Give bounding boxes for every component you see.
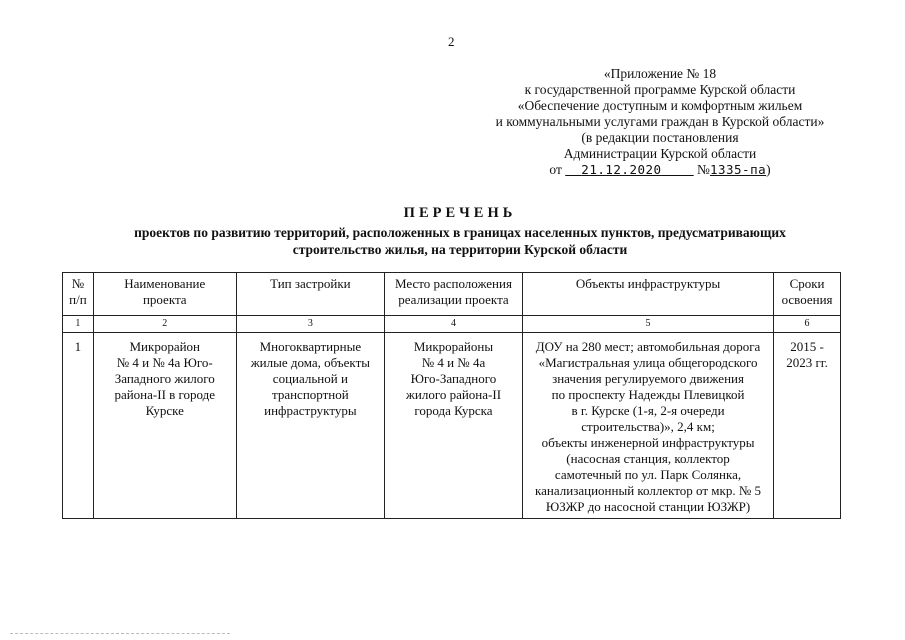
document-subtitle (60, 224, 860, 258)
header-infrastructure: Объекты инфраструктуры (522, 273, 773, 316)
column-number: 6 (774, 316, 841, 333)
decree-number: 1335-па (709, 162, 767, 177)
header-building-type: Тип застройки (236, 273, 384, 316)
column-number-row (63, 316, 841, 333)
number-prefix: № (697, 162, 710, 177)
header-project-name: Наименование проекта (93, 273, 236, 316)
decree-date: 21.12.2020 (581, 162, 662, 177)
table-header-row (63, 273, 841, 316)
column-number: 2 (93, 316, 236, 333)
row-number: 1 (63, 333, 94, 519)
closing-paren: ) (766, 162, 771, 177)
column-number: 5 (522, 316, 773, 333)
appendix-line: «Приложение № 18 (603, 66, 717, 81)
header-number: № п/п (63, 273, 94, 316)
subtitle-line: проектов по развитию территорий, расположенных в границах населенных пунктов, предусматривающих (134, 225, 786, 240)
column-number: 1 (63, 316, 94, 333)
decree-date-line (549, 162, 770, 178)
page-number: 2 (448, 34, 455, 49)
infrastructure-cell: ДОУ на 280 мест; автомобильная дорога «Магистральная улица общегородского значения регулируемого движения по проспекту Надежды Плевицкой в г. Курске (1-я, 2-я очереди строительства)», 2,4 км; объекты инженерной инфраструктуры (насосная станция, коллектор самотечный по ул. Парк Солянка, канализационный коллектор от мкр. № 5 ЮЗЖР до насосной станции ЮЗЖР) (522, 333, 773, 519)
column-number: 3 (236, 316, 384, 333)
appendix-line: (в редакции постановления (581, 130, 739, 145)
subtitle-line: строительство жилья, на территории Курской области (292, 242, 628, 257)
projects-table (62, 272, 841, 519)
scan-artifact-line (10, 633, 230, 636)
project-name-cell: Микрорайон № 4 и № 4а Юго- Западного жилого района-II в городе Курске (93, 333, 236, 519)
appendix-line: и коммунальными услугами граждан в Курской области» (495, 114, 825, 129)
appendix-line: Администрации Курской области (563, 146, 757, 161)
appendix-line: «Обеспечение доступным и комфортным жильем (517, 98, 803, 113)
document-title: ПЕРЕЧЕНЬ (403, 205, 517, 221)
appendix-line: к государственной программе Курской области (524, 82, 796, 97)
terms-cell: 2015 - 2023 гг. (774, 333, 841, 519)
appendix-header (440, 66, 880, 178)
column-number: 4 (384, 316, 522, 333)
header-terms: Сроки освоения (774, 273, 841, 316)
location-cell: Микрорайоны № 4 и № 4а Юго-Западного жилого района-II города Курска (384, 333, 522, 519)
header-location: Место расположения реализации проекта (384, 273, 522, 316)
building-type-cell: Многоквартирные жилые дома, объекты социальной и транспортной инфраструктуры (236, 333, 384, 519)
date-prefix: от (549, 162, 562, 177)
table-row (63, 333, 841, 519)
